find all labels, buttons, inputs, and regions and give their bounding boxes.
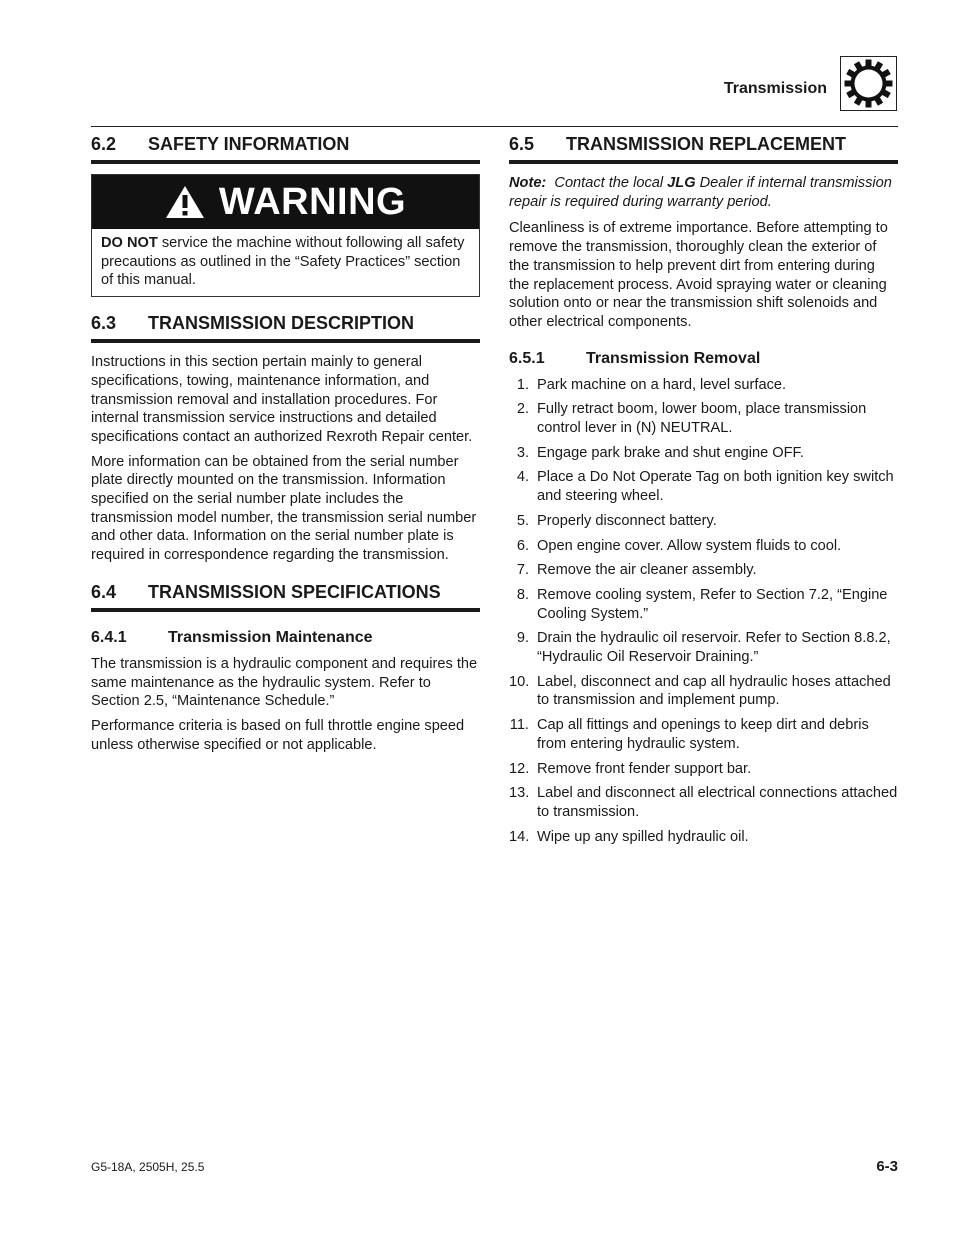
step-text: Remove the air cleaner assembly. <box>537 562 757 579</box>
section-6-4-heading <box>91 582 480 612</box>
maintenance-paragraph-1: The transmission is a hydraulic component and requires the same maintenance as the hydraulic system. Refer to Section 2.5, “Maintenance Schedule.” <box>91 655 478 710</box>
step-number: 7. <box>516 562 529 579</box>
subsection-title: Transmission Removal <box>586 349 761 367</box>
section-6-5-heading <box>509 134 898 164</box>
maintenance-paragraph-2: Performance criteria is based on full throttle engine speed unless otherwise specified or not applicable. <box>91 717 465 753</box>
list-item <box>509 561 898 580</box>
warning-text: service the machine without following all safety precautions as outlined in the “Safety Practices” section of this manual. <box>101 235 465 289</box>
section-number: 6.4 <box>91 581 117 602</box>
list-item <box>509 537 898 556</box>
note-brand: JLG <box>667 175 696 191</box>
step-number: 9. <box>516 630 529 647</box>
warning-box <box>91 174 480 297</box>
note-label: Note: <box>509 175 547 191</box>
step-number: 10. <box>509 673 530 690</box>
step-number: 1. <box>516 376 529 393</box>
section-title: SAFETY INFORMATION <box>148 134 350 154</box>
step-number: 5. <box>516 512 529 529</box>
step-number: 11. <box>509 717 529 734</box>
step-text: Engage park brake and shut engine OFF. <box>537 444 804 461</box>
section-6-4-1-heading <box>91 629 480 647</box>
step-number: 2. <box>516 401 529 418</box>
list-item <box>509 716 898 753</box>
warning-header <box>92 175 479 229</box>
description-paragraph-1: Instructions in this section pertain mainly to general specifications, towing, maintenance information, and transmission removal and installation procedures. For internal transmission service instructions and detailed specifications contact an authorized Rexroth Repair center. <box>91 354 473 445</box>
list-item <box>509 400 898 437</box>
list-item <box>509 828 898 847</box>
step-number: 14. <box>509 828 530 845</box>
step-text: Place a Do Not Operate Tag on both ignition key switch and steering wheel. <box>537 469 894 505</box>
section-title: TRANSMISSION SPECIFICATIONS <box>148 581 441 602</box>
step-text: Park machine on a hard, level surface. <box>537 376 787 393</box>
note-text-2: Dealer if internal transmission repair is required during warranty period. <box>509 175 892 210</box>
step-number: 12. <box>509 760 530 777</box>
section-title: TRANSMISSION REPLACEMENT <box>566 134 847 154</box>
list-item <box>509 586 898 623</box>
left-column <box>91 134 480 754</box>
warning-triangle-icon <box>165 185 205 219</box>
list-item <box>509 784 898 821</box>
gear-icon <box>840 56 897 111</box>
list-item <box>509 673 898 710</box>
warning-body <box>92 229 479 296</box>
section-title: TRANSMISSION DESCRIPTION <box>148 313 415 334</box>
note-text-1: Contact the local <box>546 175 668 191</box>
step-text: Fully retract boom, lower boom, place transmission control lever in (N) NEUTRAL. <box>537 401 867 437</box>
step-text: Remove front fender support bar. <box>537 760 752 777</box>
section-number: 6.5 <box>509 134 535 154</box>
step-number: 4. <box>516 469 529 486</box>
page-number: 6-3 <box>876 1158 898 1175</box>
step-number: 3. <box>516 444 529 461</box>
list-item <box>509 629 898 666</box>
section-6-5-1-heading <box>509 350 898 368</box>
header-rule <box>91 126 898 127</box>
subsection-number: 6.4.1 <box>91 628 127 646</box>
step-text: Wipe up any spilled hydraulic oil. <box>537 828 749 845</box>
step-text: Label and disconnect all electrical connections attached to transmission. <box>537 785 898 820</box>
step-number: 13. <box>509 785 530 802</box>
step-text: Label, disconnect and cap all hydraulic hoses attached to transmission and implement pump. <box>537 673 891 709</box>
footer-model-codes: G5-18A, 2505H, 25.5 <box>91 1160 205 1174</box>
step-text: Drain the hydraulic oil reservoir. Refer to Section 8.8.2, “Hydraulic Oil Reservoir Draining.” <box>537 630 891 666</box>
subsection-number: 6.5.1 <box>509 349 545 367</box>
list-item <box>509 512 898 531</box>
subsection-title: Transmission Maintenance <box>168 628 373 646</box>
section-number: 6.3 <box>91 313 117 334</box>
removal-steps-list <box>509 376 898 847</box>
step-text: Open engine cover. Allow system fluids to cool. <box>537 537 842 554</box>
step-text: Properly disconnect battery. <box>537 512 717 529</box>
step-text: Cap all fittings and openings to keep dirt and debris from entering hydraulic system. <box>537 717 869 752</box>
list-item <box>509 444 898 463</box>
step-number: 6. <box>516 537 529 554</box>
step-number: 8. <box>516 586 529 603</box>
warning-lead: DO NOT <box>101 235 158 251</box>
warning-title: WARNING <box>218 180 407 223</box>
list-item <box>509 376 898 395</box>
section-number: 6.2 <box>91 134 117 154</box>
step-text: Remove cooling system, Refer to Section 7.2, “Engine Cooling System.” <box>537 586 888 622</box>
list-item <box>509 468 898 505</box>
right-column <box>509 134 898 852</box>
list-item <box>509 760 898 779</box>
section-6-3-heading <box>91 313 480 343</box>
cleanliness-paragraph: Cleanliness is of extreme importance. Before attempting to remove the transmission, thoroughly clean the exterior of the transmission to help prevent dirt from entering during the replacement process. Avoid spraying water or cleaning solution onto or near the transmission shift solenoids and other electrical components. <box>509 220 888 330</box>
header-title: Transmission <box>723 80 827 97</box>
note-paragraph <box>509 174 898 211</box>
section-6-2-heading <box>91 134 480 164</box>
description-paragraph-2: More information can be obtained from the serial number plate directly mounted on the transmission. Information specified on the serial number plate includes the transmission model number, the transmission serial number and other data. Information on the serial number plate is required in correspondence regarding the transmission. <box>91 453 477 564</box>
